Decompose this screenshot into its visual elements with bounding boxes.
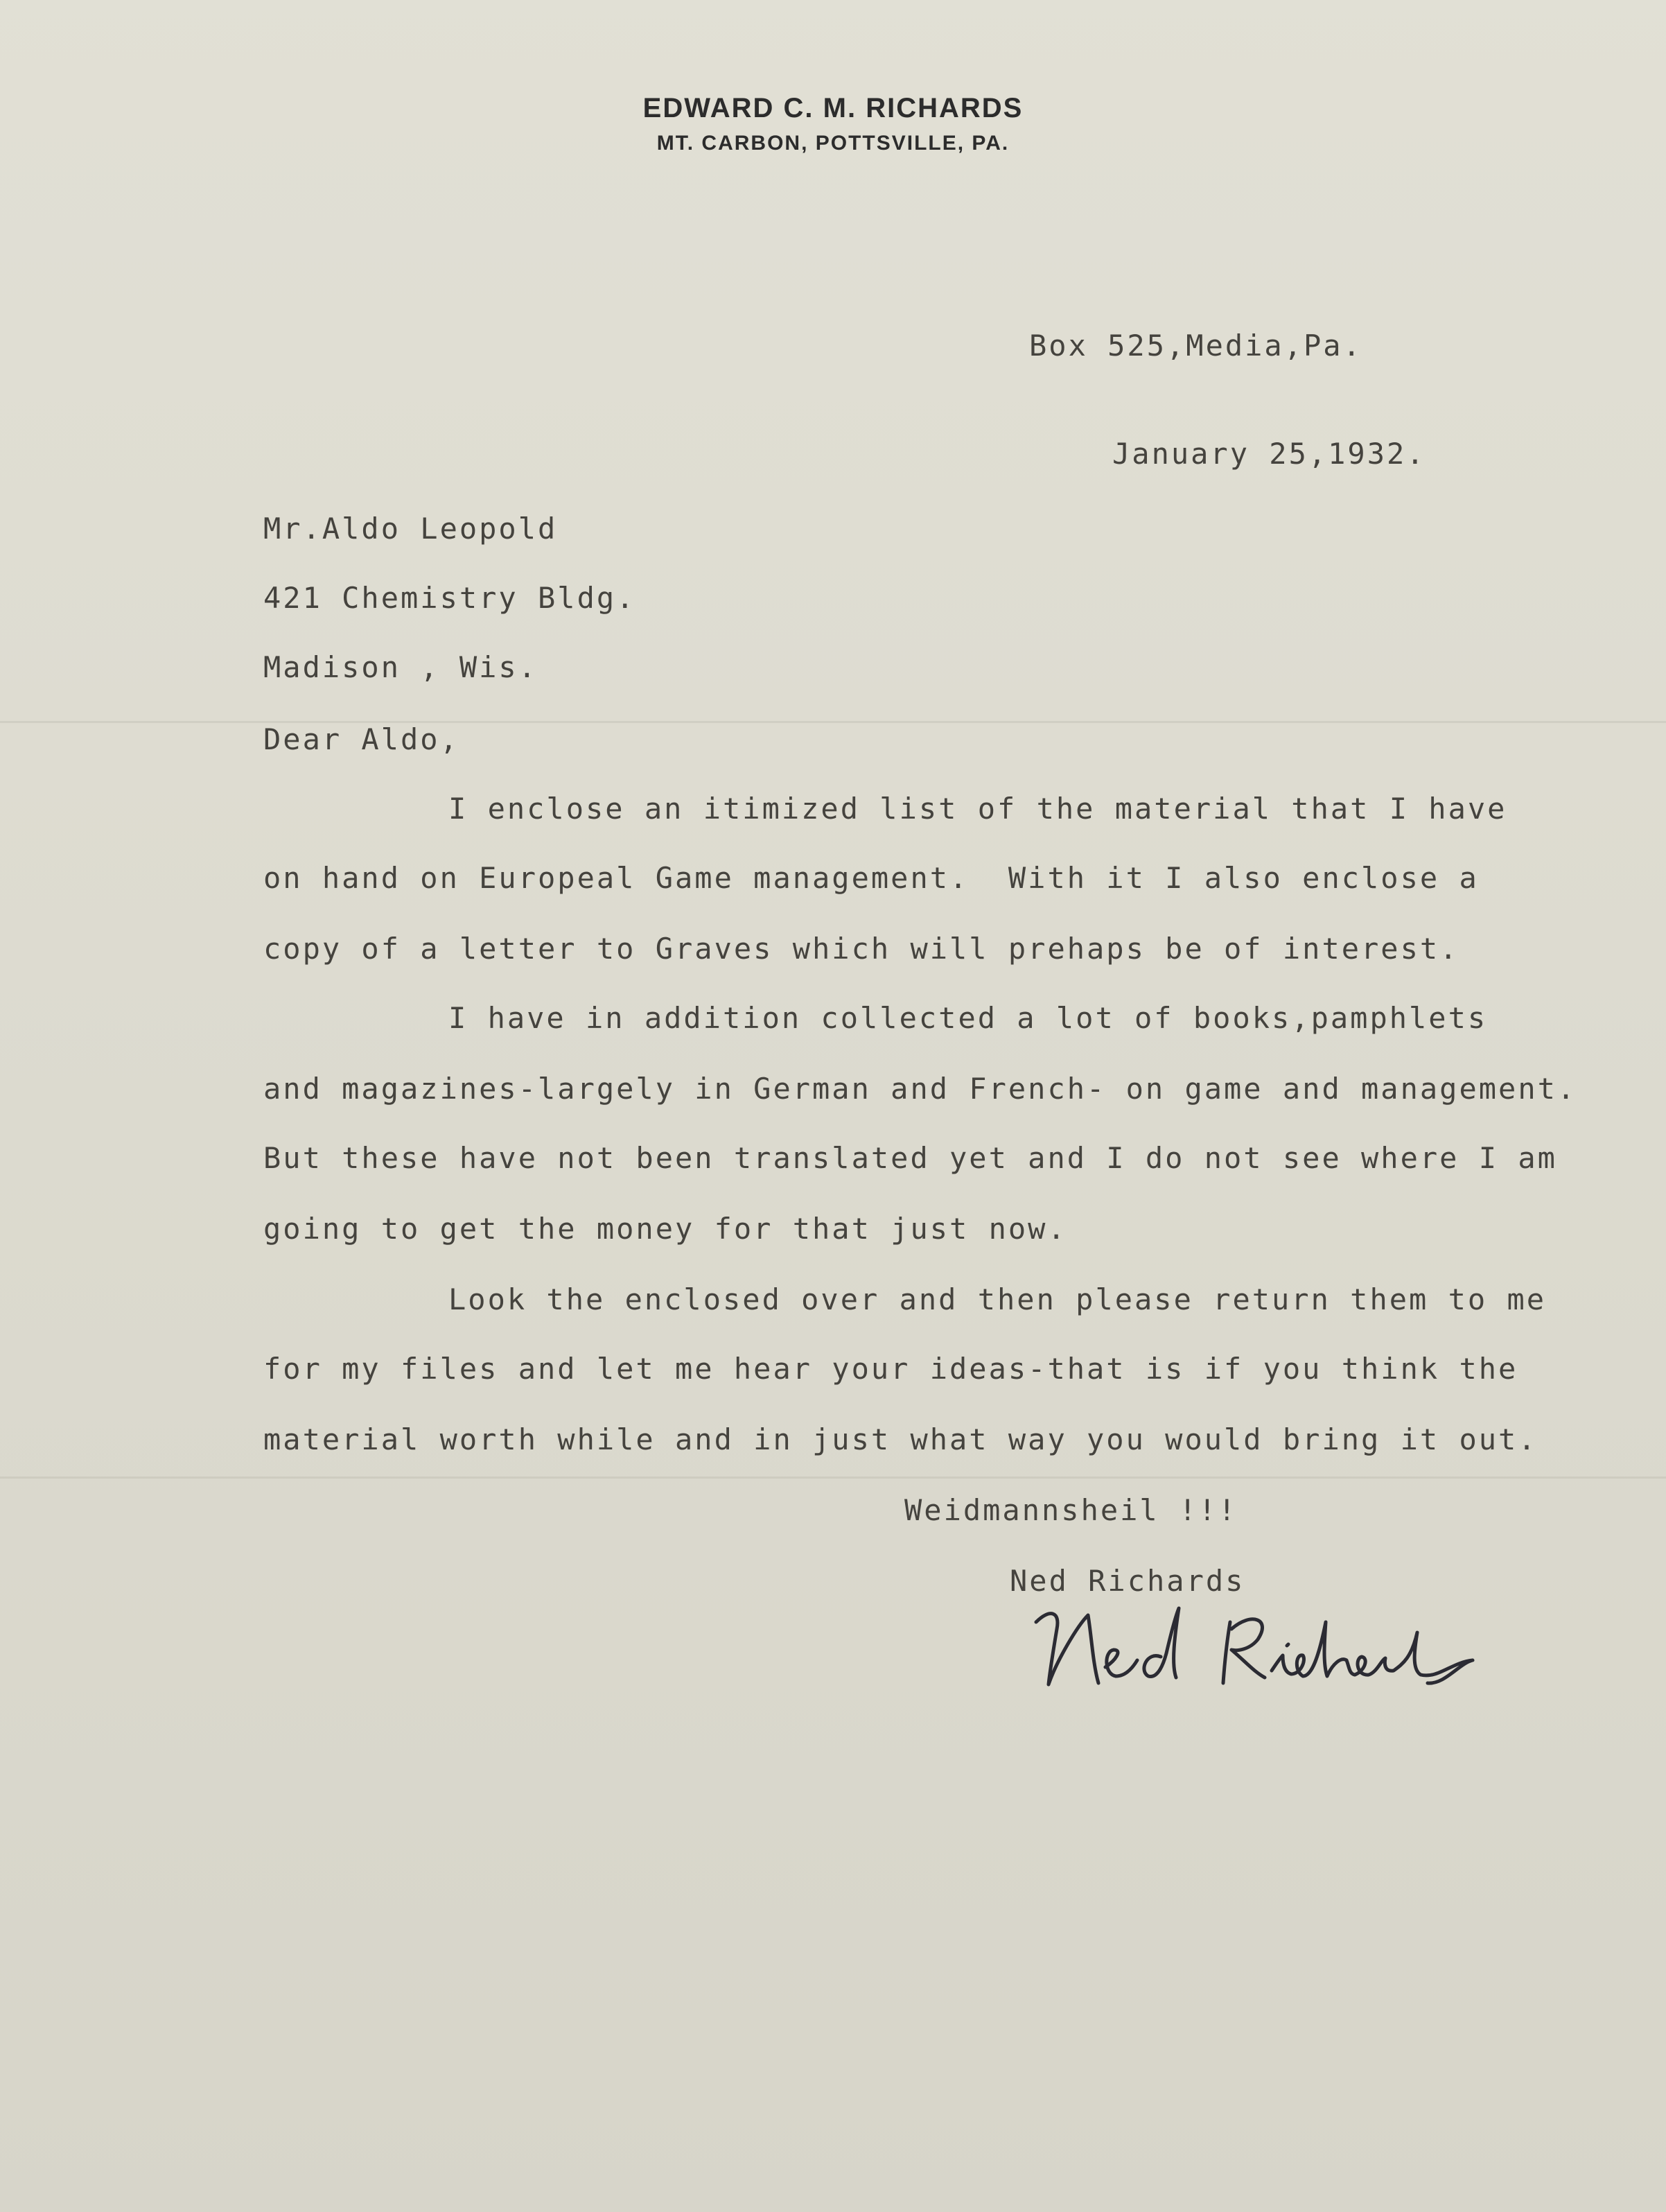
body-line: I have in addition collected a lot of books,pamphlets <box>448 1001 1488 1035</box>
body-line: going to get the money for that just now. <box>263 1212 1067 1246</box>
recipient-street: 421 Chemistry Bldg. <box>263 581 636 615</box>
sender-address: Box 525,Media,Pa. <box>1029 329 1362 363</box>
typed-signature: Ned Richards <box>1010 1564 1245 1598</box>
fold-line <box>0 721 1666 723</box>
body-line: material worth while and in just what way you would bring it out. <box>263 1422 1538 1456</box>
letter-date: January 25,1932. <box>1112 437 1426 471</box>
letterhead-name: EDWARD C. M. RICHARDS <box>642 93 1024 123</box>
body-line: on hand on Europeal Game management. With it I also enclose a <box>263 861 1479 895</box>
closing: Weidmannsheil !!! <box>904 1493 1238 1527</box>
salutation: Dear Aldo, <box>263 722 459 756</box>
body-line: But these have not been translated yet and I do not see where I am <box>263 1141 1557 1175</box>
recipient-city: Madison , Wis. <box>263 650 538 684</box>
body-line: copy of a letter to Graves which will prehaps be of interest. <box>263 932 1459 966</box>
recipient-name: Mr.Aldo Leopold <box>263 512 558 546</box>
body-line: I enclose an itimized list of the material that I have <box>448 792 1507 826</box>
fold-line <box>0 1477 1666 1479</box>
body-line: and magazines-largely in German and French- on game and management. <box>263 1072 1577 1106</box>
handwritten-signature <box>1029 1594 1487 1698</box>
body-line: Look the enclosed over and then please return them to me <box>448 1282 1547 1316</box>
letterhead-address: MT. CARBON, POTTSVILLE, PA. <box>656 132 1010 155</box>
body-line: for my files and let me hear your ideas-that is if you think the <box>263 1352 1518 1386</box>
